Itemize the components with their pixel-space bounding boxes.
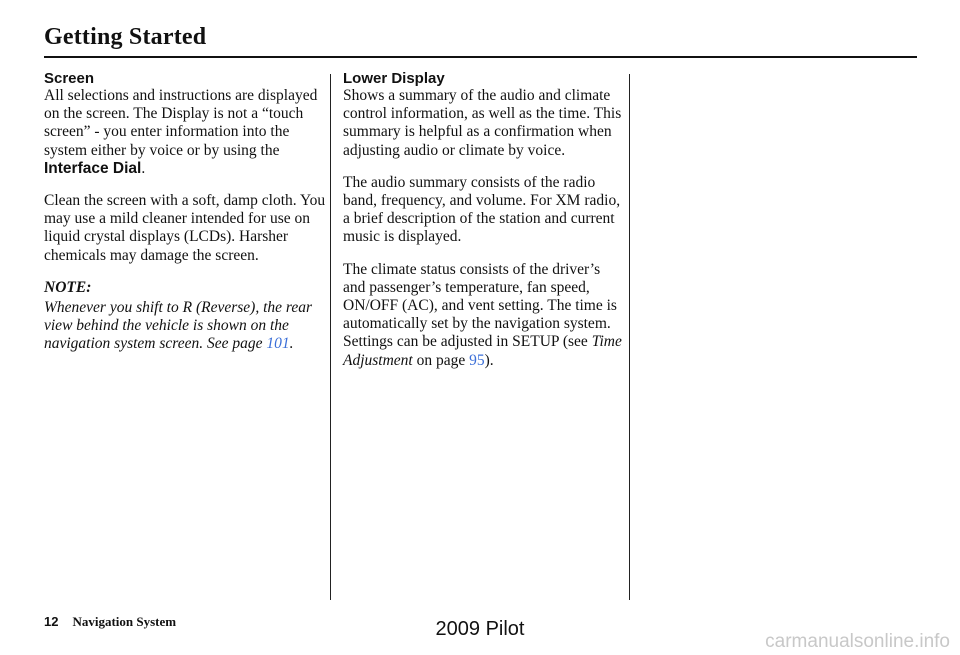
note-end: . (289, 335, 294, 353)
footer-section: Navigation System (72, 614, 177, 629)
screen-paragraph-2: Clean the screen with a soft, damp cloth. You may use a mild cleaner intended for use on liquid crystal displays (LCDs). Harsher chemicals may damage the screen. (44, 192, 326, 264)
page-95-link[interactable]: 95 (469, 351, 485, 369)
page-title: Getting Started (44, 24, 207, 50)
climate-text-end: ). (484, 351, 494, 369)
title-rule (44, 56, 917, 58)
column-divider-2 (629, 74, 630, 600)
site-watermark: carmanualsonline.info (765, 631, 950, 652)
screen-p1-end: . (141, 159, 146, 177)
lower-display-heading: Lower Display (343, 70, 445, 87)
interface-dial-term: Interface Dial (44, 159, 142, 177)
climate-text-mid: on page (412, 351, 470, 369)
model-label: 2009 Pilot (435, 618, 525, 640)
left-column (44, 70, 326, 368)
page-101-link[interactable]: 101 (266, 335, 290, 353)
screen-heading: Screen (44, 70, 95, 87)
note-body: Whenever you shift to R (Reverse), the rear view behind the vehicle is shown on the navigation system screen. See page (44, 299, 312, 353)
right-column (343, 70, 625, 384)
lower-display-paragraph-2: The audio summary consists of the radio band, frequency, and volume. For XM radio, a brief description of the station and current music is displayed. (343, 173, 621, 246)
column-divider-1 (330, 74, 331, 600)
page-number: 12 (44, 614, 59, 629)
note-label: NOTE: (44, 278, 92, 296)
time-adjustment-ref: Time Adjustment (343, 333, 622, 369)
climate-text: The climate status consists of the driver’s and passenger’s temperature, fan speed, ON/OFF (AC), and vent setting. The time is automatically set by the navigation system. Settings can be adjusted in SETUP (see (343, 260, 617, 351)
note-text (44, 299, 326, 354)
lower-display-paragraph-1: Shows a summary of the audio and climate control information, as well as the time. This summary is helpful as a confirmation when adjusting audio or climate by voice. (343, 87, 622, 159)
screen-paragraph-1 (44, 87, 326, 178)
screen-p1-text: All selections and instructions are displayed on the screen. The Display is not a “touch screen” - you enter information into the system either by voice or by using the (44, 87, 318, 159)
lower-display-paragraph-3 (343, 261, 625, 370)
